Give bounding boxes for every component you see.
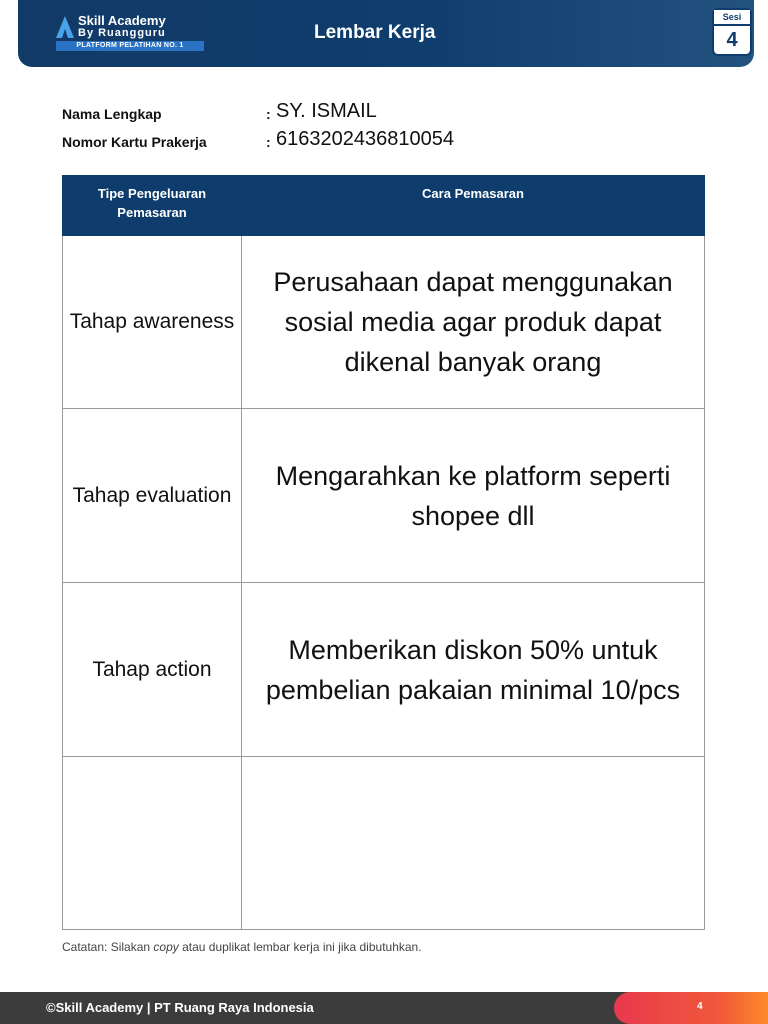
row-type-cell: Tahap action (63, 583, 242, 757)
name-value: SY. ISMAIL (276, 100, 377, 122)
brand-logo (56, 14, 206, 54)
page-title: Lembar Kerja (314, 22, 436, 43)
row-way-cell: Perusahaan dapat menggunakan sosial media agar produk dapat dikenal banyak orang (242, 236, 705, 409)
participant-info (62, 100, 702, 156)
header-expense-type: Tipe Pengeluaran Pemasaran (63, 176, 242, 236)
note-suffix: atau duplikat lembar kerja ini jika dibutuhkan. (178, 940, 422, 954)
footer-accent-bar (614, 992, 768, 1024)
row-way-cell (242, 757, 705, 930)
row-type-cell: Tahap evaluation (63, 409, 242, 583)
row-way-cell: Memberikan diskon 50% untuk pembelian pakaian minimal 10/pcs (242, 583, 705, 757)
name-colon: : (266, 106, 271, 122)
session-number: 4 (726, 29, 738, 51)
note-prefix: Catatan: Silakan (62, 940, 154, 954)
card-value: 6163202436810054 (276, 128, 454, 150)
name-row (62, 100, 702, 128)
brand-title: Skill Academy (78, 13, 166, 28)
table-row (63, 757, 705, 930)
note-emphasis: copy (153, 940, 179, 954)
worksheet-table (62, 175, 705, 930)
row-type-cell: Tahap awareness (63, 236, 242, 409)
session-label: Sesi (714, 10, 750, 24)
name-label: Nama Lengkap (62, 106, 162, 122)
card-row (62, 128, 702, 156)
table-header-row (63, 176, 705, 236)
footer-copyright: ©Skill Academy | PT Ruang Raya Indonesia (46, 1000, 314, 1015)
page-header (18, 0, 754, 67)
row-type-cell (63, 757, 242, 930)
card-colon: : (266, 134, 271, 150)
table-row (63, 583, 705, 757)
card-label: Nomor Kartu Prakerja (62, 134, 207, 150)
brand-tagline: PLATFORM PELATIHAN NO. 1 (56, 41, 204, 51)
table-row (63, 236, 705, 409)
academy-logo-icon (56, 16, 74, 38)
worksheet-note (62, 940, 422, 954)
row-way-cell: Mengarahkan ke platform seperti shopee dll (242, 409, 705, 583)
session-badge (712, 8, 752, 56)
header-marketing-method: Cara Pemasaran (242, 176, 705, 236)
table-row (63, 409, 705, 583)
brand-subtitle: By Ruangguru (78, 27, 166, 39)
page-number: 4 (697, 1001, 703, 1012)
